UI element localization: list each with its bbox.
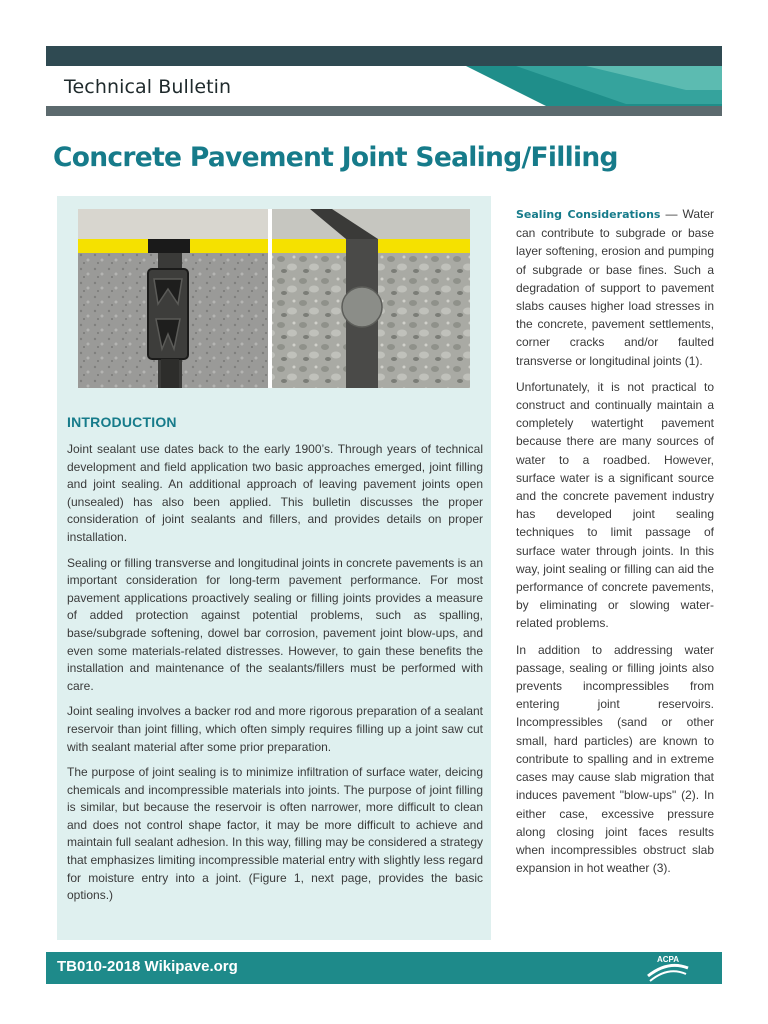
sealing-considerations-column xyxy=(516,205,714,885)
heading-dash: — xyxy=(660,207,683,221)
sealing-paragraph-2: Unfortunately, it is not practical to construct and continually maintain a completely watertight pavement because there are many sources of water to a roadbed. However, surface water is a significant source and the concrete pavement industry has developed joint sealing techniques to limit passage of surface water through joints. In this way, joint sealing or filling can aid the performance of concrete pavements, by eliminating or slowing water-related problems. xyxy=(516,379,714,631)
introduction-body xyxy=(67,441,483,913)
header-banner xyxy=(46,46,722,116)
joint-sealing-cross-section-photo xyxy=(78,209,470,388)
intro-paragraph: The purpose of joint sealing is to minimize infiltration of surface water, deicing chemicals and incompressible materials into joints. The purpose of joint filling is similar, but because the reservoir is often narrower, more difficult to clean and does not control shape factor, it may be more difficult to achieve and maintain full sealant adhesion. In this way, filling may be considered a strategy that emphasizes limiting incompressible material entry with slightly less regard for moisture entry into a joint. (Figure 1, next page, provides the basic options.) xyxy=(67,765,483,903)
introduction-panel xyxy=(57,196,491,940)
acpa-logo xyxy=(644,954,692,987)
introduction-heading: INTRODUCTION xyxy=(67,414,177,430)
intro-paragraph: Sealing or filling transverse and longitudinal joints in concrete pavements is an important consideration for long-term pavement performance. For most pavement applications proactively sealing or filling joints provides a measure of added protection against potential problems, such as spalling, base/subgrade softening, dowel bar corrosion, pavement joint blow-ups, and even some materials-related distresses. However, to gain these benefits the installation and maintenance of the sealants/fillers must be performed with care. xyxy=(67,555,483,693)
sealing-paragraph-3: In addition to addressing water passage, sealing or filling joints also prevents incompressibles from entering joint reservoirs. Incompressibles (sand or other small, hard particles) are known to contribute to spalling and in extreme cases may cause slab migration that induces pavement "blow-ups" (2). In either case, excessive pressure along closing joint faces results when incompressibles obstruct slab expansion in hot weather (3). xyxy=(516,642,714,876)
svg-text:ACPA: ACPA xyxy=(656,955,680,964)
sealing-considerations-paragraph xyxy=(516,205,714,370)
sealing-considerations-heading: Sealing Considerations xyxy=(516,208,661,221)
acpa-logo-icon xyxy=(644,954,692,982)
bulletin-label: Technical Bulletin xyxy=(64,76,232,98)
footer-bar xyxy=(46,952,722,984)
document-title: Concrete Pavement Joint Sealing/Filling xyxy=(53,142,618,173)
intro-paragraph: Joint sealant use dates back to the early 1900’s. Through years of technical development and field application two basic approaches emerged, joint filling and joint sealing. An additional approach of leaving pavement joints open (unsealed) has also been applied. This bulletin discusses the proper consideration of joint sealants and fillers, and provides details on proper installation. xyxy=(67,442,483,544)
joint-sealing-figure xyxy=(78,209,470,388)
sealing-considerations-text: Water can contribute to subgrade or base layer softening, erosion and pumping of subgrade or base fines. Such a degradation of support to pavement slabs causes higher load stresses in the concrete, pavement settlements, corner cracks and/or faulted transverse or longitudinal joints (1). xyxy=(516,207,715,368)
footer-bulletin-id: TB010-2018 Wikipave.org xyxy=(57,958,238,975)
intro-paragraph: Joint sealing involves a backer rod and more rigorous preparation of a sealant reservoir than joint filling, which often simply requires filling up a joint saw cut with sealant material after some prior preparation. xyxy=(67,704,483,754)
